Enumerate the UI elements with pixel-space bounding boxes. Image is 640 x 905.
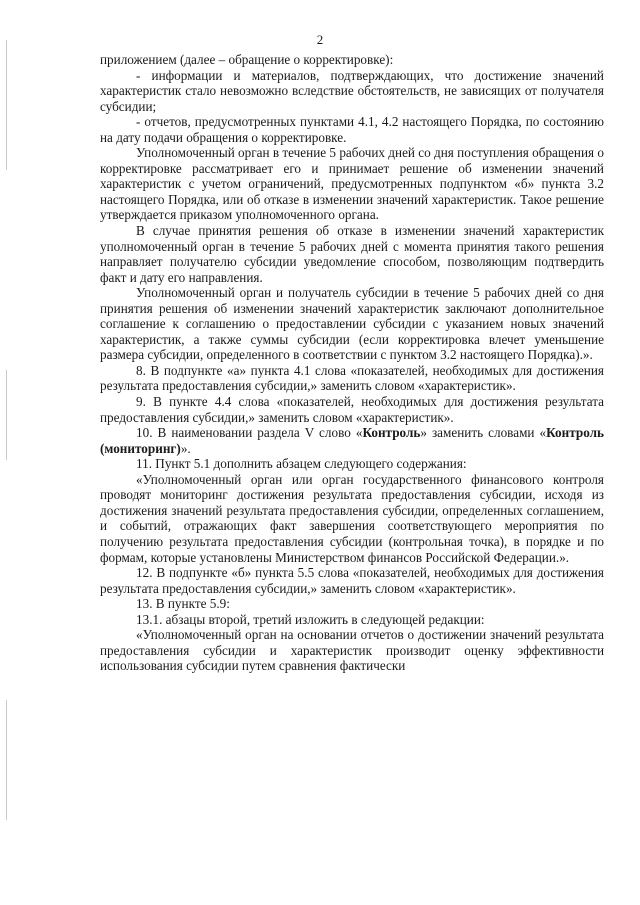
- paragraph-text: 10. В наименовании раздела V слово «: [136, 425, 363, 441]
- paragraph-text: «Уполномоченный орган на основании отчетов о достижении значений результата предоставления субсидии и характеристик производит оценку эффективности использования субсидии путем сравнения фактически: [100, 627, 604, 674]
- paragraph: [100, 456, 604, 472]
- paragraph-text: Уполномоченный орган в течение 5 рабочих дней со дня поступления обращения о корректировке рассматривает его и принимает решение об изменении значений характеристик с учетом ограничений, предусмотренных подпунктом «б» пункта 3.2 настоящего Порядка, или об отказе в изменении значений характеристик. Такое решение утверждается приказом уполномоченного органа.: [100, 145, 604, 223]
- paragraph: [100, 565, 604, 596]
- page-number: 2: [316, 32, 324, 47]
- paragraph-text: 11. Пункт 5.1 дополнить абзацем следующего содержания:: [136, 456, 467, 472]
- paragraph-text: - отчетов, предусмотренных пунктами 4.1, 4.2 настоящего Порядка, по состоянию на дату подачи обращения о корректировке.: [100, 114, 604, 145]
- paragraph-text: В случае принятия решения об отказе в изменении значений характеристик уполномоченный орган в течение 5 рабочих дней с момента принятия такого решения направляет получателю субсидии уведомление способом, позволяющим подтвердить факт и дату его направления.: [100, 223, 604, 285]
- scan-margin-mark: [6, 700, 7, 820]
- paragraph-text: 8. В подпункте «а» пункта 4.1 слова «показателей, необходимых для достижения результата предоставления субсидии,» заменить словом «характеристик».: [100, 362, 604, 394]
- paragraph: [100, 285, 604, 363]
- bold-text: Контроль: [362, 425, 421, 441]
- paragraph: [100, 612, 604, 628]
- paragraph-text: приложением (далее – обращение о корректировке):: [100, 52, 394, 67]
- paragraph-text: 12. В подпункте «б» пункта 5.5 слова «показателей, необходимых для достижения результата предоставления субсидии,» заменить словом «характеристик».: [100, 565, 604, 596]
- paragraph-text: «Уполномоченный орган или орган государственного финансового контроля проводят мониторинг достижения результата предоставления субсидии, исходя из достижения значений результата предоставления субсидии, определенных соглашением, и событий, отражающих факт завершения соответствующего мероприятия по получению результата предоставления субсидии (контрольная точка), в порядке и по формам, которые установлены Министерством финансов Российской Федерации.».: [100, 471, 604, 565]
- paragraph: [100, 52, 604, 68]
- scan-margin-mark: [6, 370, 7, 460]
- paragraph-text: Уполномоченный орган и получатель субсидии в течение 5 рабочих дней со дня принятия решения об изменении значений характеристик заключают дополнительное соглашение к соглашению о предоставлении субсидии с указанием новых значений характеристик, а также суммы субсидии (если корректировка влечет уменьшение размера субсидии, определенного в соответствии с пунктом 3.2 настоящего Порядка).».: [100, 285, 604, 363]
- paragraph: [100, 114, 604, 145]
- paragraph: [100, 223, 604, 285]
- bold-text: Контроль (мониторинг): [100, 425, 604, 456]
- paragraph-text: ».: [180, 440, 191, 456]
- paragraph: [100, 68, 604, 115]
- document-body: [100, 52, 604, 674]
- paragraph: [100, 394, 604, 425]
- paragraph: [100, 425, 604, 456]
- paragraph: [100, 363, 604, 394]
- paragraph-text: 9. В пункте 4.4 слова «показателей, необходимых для достижения результата предоставления субсидии,» заменить словом «характеристик».: [100, 394, 604, 425]
- paragraph-text: 13.1. абзацы второй, третий изложить в следующей редакции:: [136, 611, 485, 627]
- paragraph-text: - информации и материалов, подтверждающих, что достижение значений характеристик стало невозможно вследствие обстоятельств, не зависящих от получателя субсидии;: [100, 67, 604, 114]
- paragraph: [100, 472, 604, 565]
- paragraph-text: 13. В пункте 5.9:: [136, 596, 230, 612]
- paragraph: [100, 596, 604, 612]
- paragraph: [100, 145, 604, 223]
- scan-margin-mark: [6, 40, 7, 170]
- paragraph-text: » заменить словами «: [420, 425, 547, 441]
- paragraph: [100, 627, 604, 674]
